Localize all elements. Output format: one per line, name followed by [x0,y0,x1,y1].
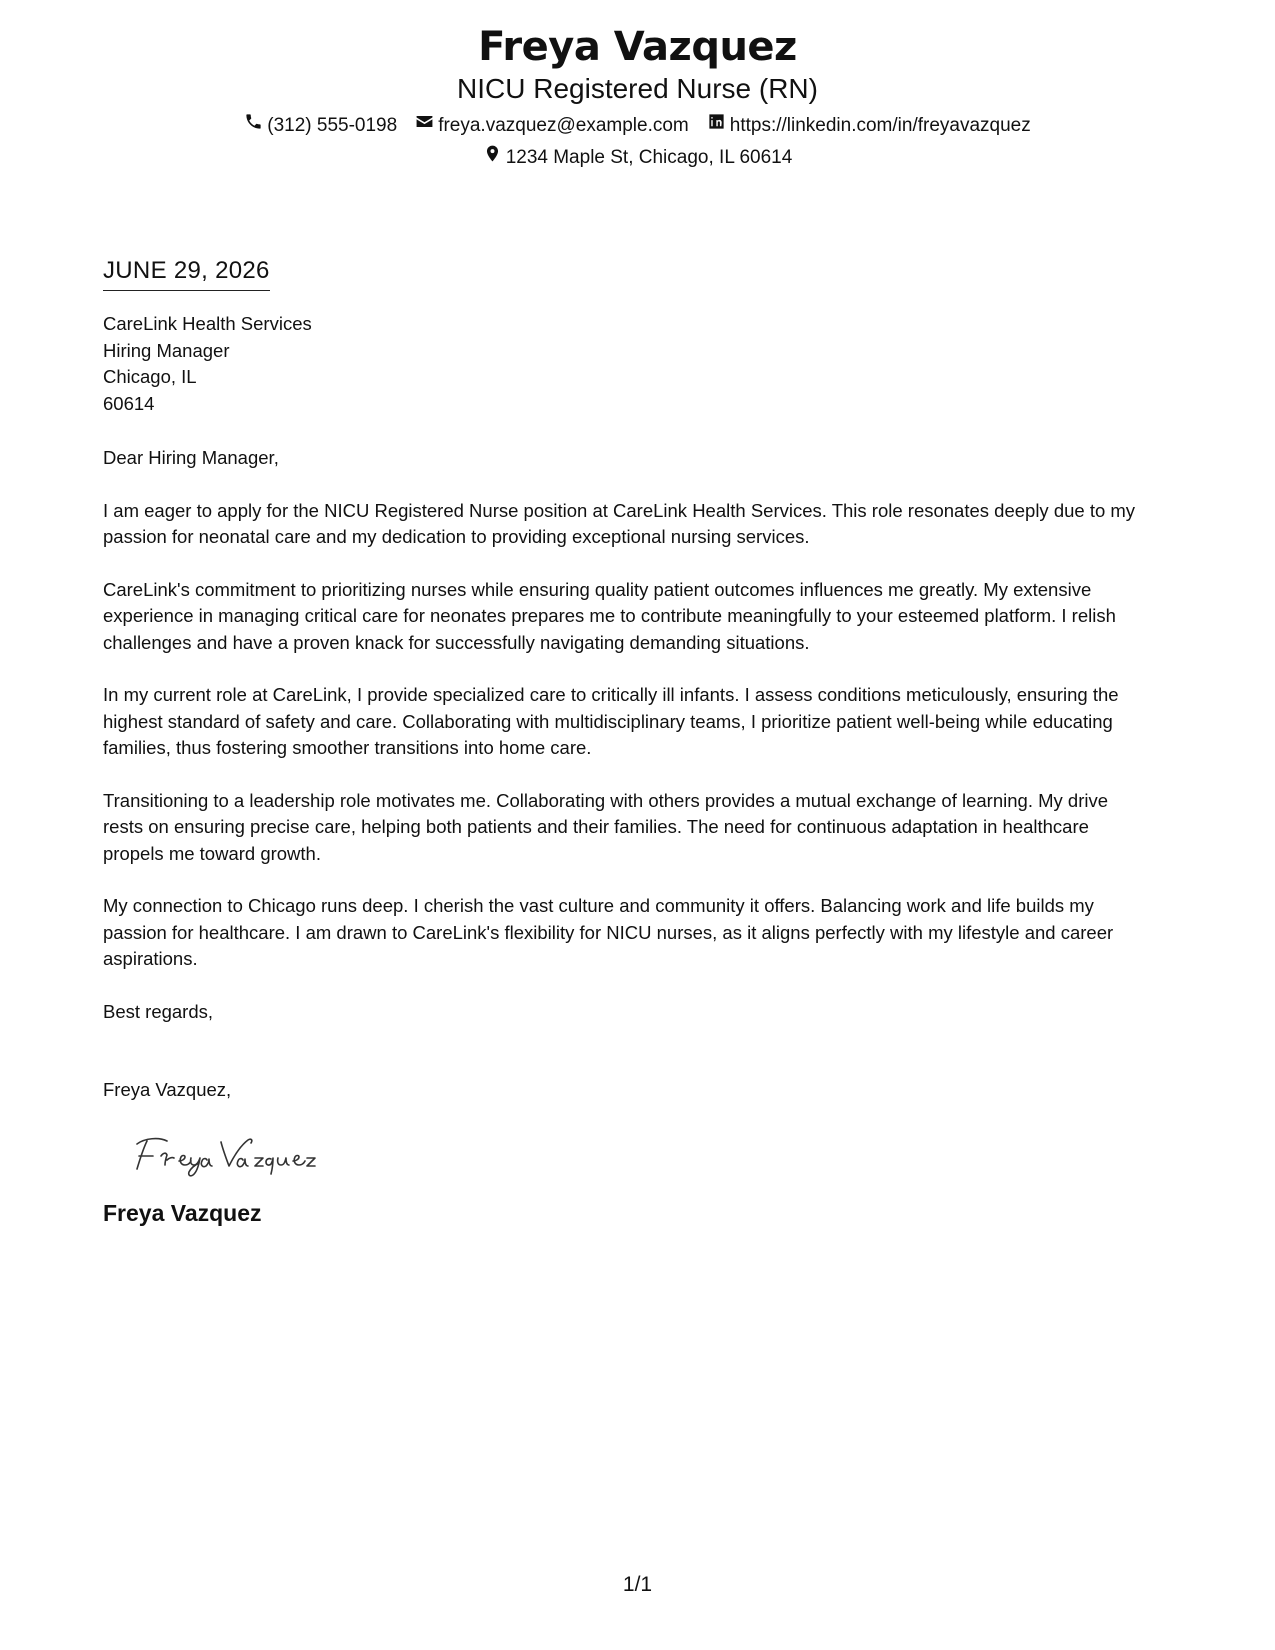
recipient-city: Chicago, IL [103,366,197,387]
paragraph-4: Transitioning to a leadership role motivates me. Collaborating with others provides a mutual exchange of learning. My drive rests on ensuring precise care, helping both patients and their families. The need for continuous adaptation in healthcare propels me toward growth. [103,789,1108,864]
contact-linkedin[interactable] [707,112,1031,140]
phone-icon [244,112,263,140]
contact-email[interactable] [415,112,689,140]
closing: Best regards, [103,1000,214,1022]
email-address[interactable]: freya.vazquez@example.com [438,115,689,136]
paragraph-5: My connection to Chicago runs deep. I cherish the vast culture and community it offers. Balancing work and life builds my passion for healthcare. I am drawn to CareLink's flexibility for NICU nurses, as it aligns perfectly with my lifestyle and career aspirations. [103,895,1114,969]
paragraph-3: In my current role at CareLink, I provide specialized care to critically ill infants. I assess conditions meticulously, ensuring the highest standard of safety and care. Collaborating with multidisciplinary teams, I prioritize patient well-being while educating families, thus fostering smoother transitions into home care. [103,684,1119,758]
contact-phone [244,112,397,140]
printed-name: Freya Vazquez [103,1199,262,1226]
letter-date: JUNE 29, 2026 [103,256,270,291]
address-row [0,144,1275,172]
signoff-name: Freya Vazquez, [103,1079,232,1100]
page-number: 1/1 [622,1573,653,1596]
contact-address [483,144,793,172]
recipient-block [103,311,1153,417]
envelope-icon [415,112,434,140]
linkedin-url[interactable]: https://linkedin.com/in/freyavazquez [729,115,1031,136]
map-pin-icon [483,144,502,172]
phone-number: (312) 555-0198 [267,115,398,136]
recipient-role: Hiring Manager [103,339,230,361]
linkedin-icon [707,112,726,140]
recipient-company: CareLink Health Services [103,313,312,334]
handwritten-signature [121,1130,1153,1180]
recipient-zip: 60614 [103,392,155,414]
applicant-name: Freya Vazquez [478,24,797,70]
paragraph-1: I am eager to apply for the NICU Registered Nurse position at CareLink Health Services. This role resonates deeply due to my passion for neonatal care and my dedication to providing exceptional nursing services. [103,499,1136,547]
applicant-title: NICU Registered Nurse (RN) [457,73,818,104]
address-text: 1234 Maple St, Chicago, IL 60614 [505,147,793,168]
salutation: Dear Hiring Manager, [103,447,279,468]
letter-body [103,256,1153,1228]
letter-header [0,22,1275,172]
paragraph-2: CareLink's commitment to prioritizing nurses while ensuring quality patient outcomes influences me greatly. My extensive experience in managing critical care for neonates prepares me to contribute meaningfully to your esteemed platform. I relish challenges and have a proven knack for successfully navigating demanding situations. [103,578,1116,653]
contact-row [0,112,1275,140]
